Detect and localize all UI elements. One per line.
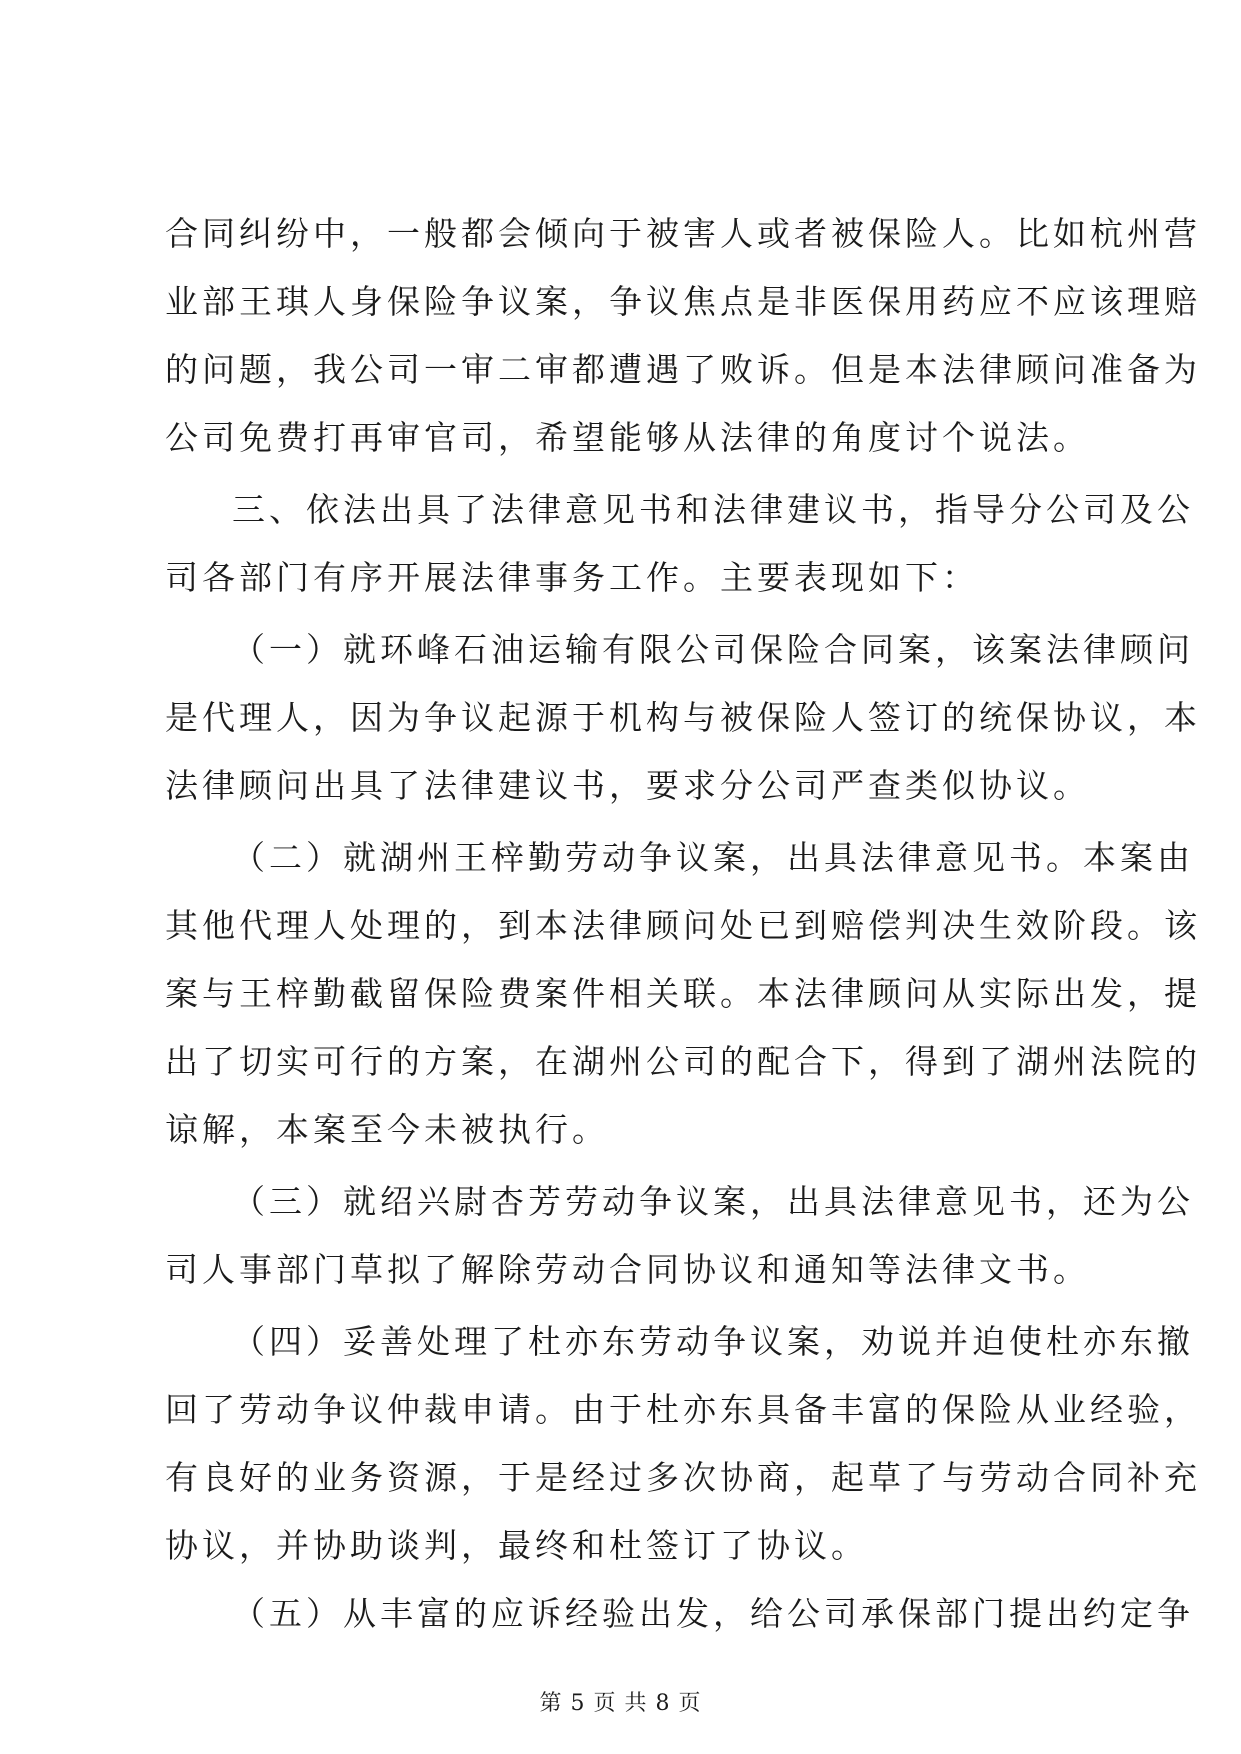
paragraph-line: （二）就湖州王梓勤劳动争议案，出具法律意见书。本案由 [232,838,1194,877]
paragraph-line: 公司免费打再审官司，希望能够从法律的角度讨个说法。 [165,418,1090,457]
paragraph-line: 的问题，我公司一审二审都遭遇了败诉。但是本法律顾问准备为 [165,350,1201,389]
paragraph-line: （一）就环峰石油运输有限公司保险合同案，该案法律顾问 [232,630,1194,669]
paragraph-line: 业部王琪人身保险争议案，争议焦点是非医保用药应不应该理赔 [165,282,1201,321]
paragraph-line: （五）从丰富的应诉经验出发，给公司承保部门提出约定争 [232,1594,1194,1633]
paragraph-line: 司人事部门草拟了解除劳动合同协议和通知等法律文书。 [165,1250,1090,1289]
paragraph-line: 有良好的业务资源，于是经过多次协商，起草了与劳动合同补充 [165,1458,1201,1497]
paragraph-line: 法律顾问出具了法律建议书，要求分公司严查类似协议。 [165,766,1090,805]
paragraph-line: 合同纠纷中，一般都会倾向于被害人或者被保险人。比如杭州营 [165,214,1201,253]
page-number-footer: 第 5 页 共 8 页 [539,1691,702,1716]
paragraph-line: 协议，并协助谈判，最终和杜签订了协议。 [165,1526,868,1565]
paragraph-line: 回了劳动争议仲裁申请。由于杜亦东具备丰富的保险从业经验， [165,1390,1201,1429]
paragraph-line: 三、依法出具了法律意见书和法律建议书，指导分公司及公 [232,490,1194,529]
paragraph-line: （四）妥善处理了杜亦东劳动争议案，劝说并迫使杜亦东撤 [232,1322,1194,1361]
paragraph-line: 出了切实可行的方案，在湖州公司的配合下，得到了湖州法院的 [165,1042,1201,1081]
paragraph-line: 是代理人，因为争议起源于机构与被保险人签订的统保协议，本 [165,698,1201,737]
paragraph-line: 谅解，本案至今未被执行。 [165,1110,609,1149]
paragraph-line: （三）就绍兴尉杏芳劳动争议案，出具法律意见书，还为公 [232,1182,1194,1221]
paragraph-line: 其他代理人处理的，到本法律顾问处已到赔偿判决生效阶段。该 [165,906,1201,945]
paragraph-line: 司各部门有序开展法律事务工作。主要表现如下： [165,558,979,597]
paragraph-line: 案与王梓勤截留保险费案件相关联。本法律顾问从实际出发，提 [165,974,1201,1013]
